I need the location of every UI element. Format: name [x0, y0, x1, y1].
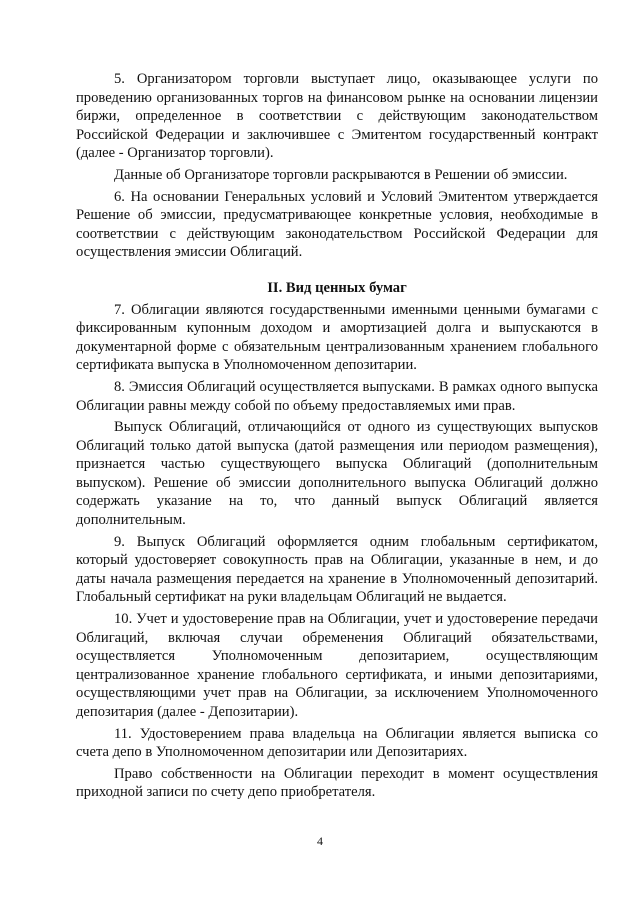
- paragraph-10: 10. Учет и удостоверение прав на Облигации, учет и удостоверение передачи Облигаций, включая случаи обременения Облигаций обязательствами, осуществляется Уполномоченным депозитарием, осуществляющим централизованное хранение глобального сертификата, и иными депозитариями, осуществляющими учет прав на Облигации, за исключением Уполномоченного депозитария (далее - Депозитарии).: [76, 611, 598, 720]
- paragraph-ownership-transfer: Право собственности на Облигации переходит в момент осуществления приходной записи по счету депо приобретателя.: [76, 765, 598, 801]
- paragraph-additional-issue: Выпуск Облигаций, отличающийся от одного из существующих выпусков Облигаций только датой выпуска (датой размещения или периодом размещения), признается частью существующего выпуска Облигаций (дополнительным выпуском). Решение об эмиссии дополнительного выпуска Облигаций должно содержать указание на то, что данный выпуск Облигаций является дополнительным.: [76, 419, 598, 529]
- paragraph-11: 11. Удостоверением права владельца на Облигации является выписка со счета депо в Уполномоченном депозитарии или Депозитариях.: [76, 725, 598, 761]
- page-number: 4: [317, 834, 323, 848]
- paragraph-6: 6. На основании Генеральных условий и Условий Эмитентом утверждается Решение об эмиссии, предусматривающее конкретные условия, необходимые в соответствии с действующим законодательством Российской Федерации для осуществления эмиссии Облигаций.: [76, 188, 598, 261]
- paragraph-trading-organizer-data: Данные об Организаторе торговли раскрываются в Решении об эмиссии.: [114, 166, 568, 183]
- paragraph-7: 7. Облигации являются государственными именными ценными бумагами с фиксированным купонным доходом и амортизацией долга и выпускаются в документарной форме с обязательным централизованным хранением глобального сертификата выпуска в Уполномоченном депозитарии.: [76, 301, 598, 374]
- paragraph-9: 9. Выпуск Облигаций оформляется одним глобальным сертификатом, который удостоверяет совокупность прав на Облигации, указанные в нем, и до даты начала размещения передается на хранение в Уполномоченный депозитарий. Глобальный сертификат на руки владельцам Облигаций не выдается.: [76, 533, 598, 606]
- paragraph-8: 8. Эмиссия Облигаций осуществляется выпусками. В рамках одного выпуска Облигации равны между собой по объему предоставляемых ими прав.: [76, 378, 598, 414]
- page-body: [76, 70, 598, 805]
- paragraph-5: 5. Организатором торговли выступает лицо, оказывающее услуги по проведению организованных торгов на финансовом рынке на основании лицензии биржи, определенное в соответствии с действующим законодательством Российской Федерации и заключившее с Эмитентом государственный контракт (далее - Организатор торговли).: [76, 71, 598, 162]
- section-heading: II. Вид ценных бумаг: [267, 279, 407, 296]
